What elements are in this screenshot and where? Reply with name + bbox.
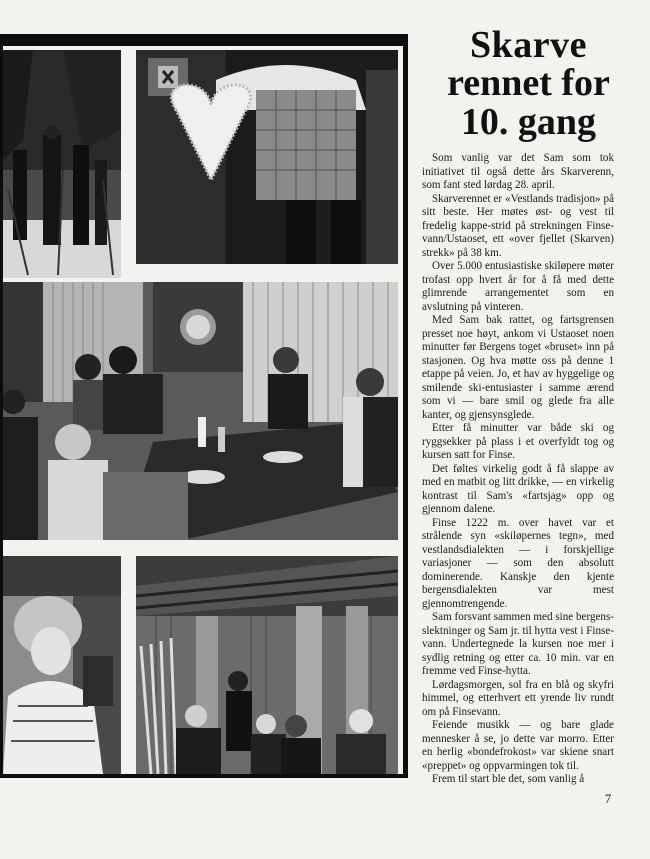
article-paragraph: Som vanlig var det Sam som tok initiativet til også dette års Skarverenn, som fant sted lørdag 28. april. [422, 152, 614, 191]
article-paragraph: Over 5.000 entusiastiske skiløpere møter trofast opp hvert år for å få med dette glimrende arrangementet som en avslutning på vinteren. [422, 260, 614, 313]
photo-log-cabin [136, 556, 398, 774]
article-paragraph: Lørdagsmorgen, sol fra en blå og skyfri himmel, og etterhvert ett yrende liv rundt om på Finsevann. [422, 678, 614, 718]
headline-line-2: rennet for [447, 62, 610, 104]
photo-woman-sweater [3, 556, 121, 774]
headline-line-3: 10. gang [460, 101, 597, 143]
article-headline [416, 26, 641, 142]
article-paragraph: Finse 1222 m. over havet var et strålende syn «skiløpernes tegn», med vestlandsdialekten — i forskjellige variasjoner — som den absolutt dominerende. Kanskje den kjente bergensdialekten var mest gjennomtrengende. [422, 516, 614, 610]
article-paragraph: Skarverennet er «Vestlands tradisjon» på sitt beste. Her møtes øst- og vest til fredelig kappe-strid på strekningen Finse-vann/Ustaoset, ett «over fjellet (Skarven) strekk» på 38 km. [422, 192, 614, 259]
article-body [422, 152, 614, 787]
photo-skiers-forest [3, 50, 121, 278]
article-paragraph: Feiende musikk — og bare glade mennesker å se, jo dette var morro. Etter en herlig «bondefrokost» var skiene snart «preppet» og oppvarmingen tok til. [422, 719, 614, 772]
article-paragraph: Med Sam bak rattet, og fartsgrensen presset noe høyt, ankom vi Ustaoset noen minutter før Bergens toget «bruset» inn på stasjonen. Og hva møtte oss på denne 1 etappe på veien. Jo, et hav av hyggelige og smilende ski-entusiaster i samme ærend som vi — bare smil og glede fra alle kanter, og gjensynsglede. [422, 314, 614, 421]
article-paragraph: Det føltes virkelig godt å få slappe av med en matbit og litt drikke, — en virkelig kontrast til Sam's «fartsjag» opp og gjennom dalene. [422, 462, 614, 515]
photo-collage [0, 34, 408, 778]
article-paragraph: Frem til start ble det, som vanlig å [432, 773, 585, 785]
photo-party-table [3, 282, 398, 540]
photo-collage-inner [3, 46, 403, 774]
photo-heart-pillow [136, 50, 398, 264]
article-paragraph: Etter få minutter var både ski og ryggsekker på plass i et overfyldt tog og kursen satt for Finse. [422, 422, 614, 461]
article-paragraph: Sam forsvant sammen med sine bergens-slektninger og Sam jr. til hytta vest i Finse-vann. Undertegnede la kursen noe mer i sydlig retning og etter ca. 10 min. var en fremme ved Finse-hytta. [422, 611, 614, 677]
page-number: 7 [604, 791, 612, 806]
headline-line-1: Skarve [470, 24, 587, 66]
